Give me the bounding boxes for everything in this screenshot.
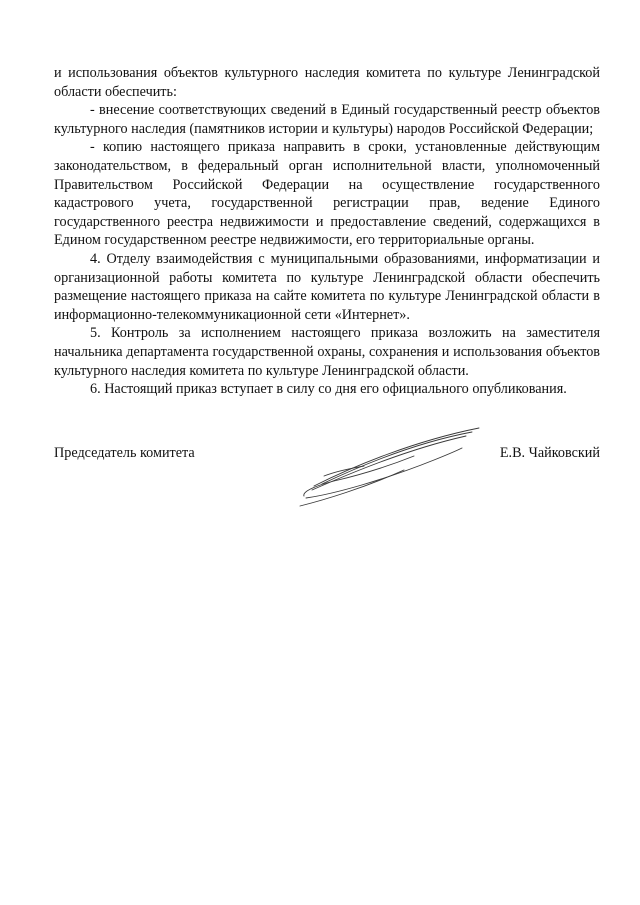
document-body <box>54 64 600 399</box>
paragraph-item-6: 6. Настоящий приказ вступает в силу со дня его официального опубликования. <box>90 381 567 398</box>
paragraph-item-5: 5. Контроль за исполнением настоящего приказа возложить на заместителя начальника департамента государственной охраны, сохранения и использования объектов культурного наследия комитета по культуре Ленинградской области. <box>54 325 600 379</box>
paragraph-copy-order: - копию настоящего приказа направить в сроки, установленные действующим законодательством, в федеральный орган исполнительной власти, уполномоченный Правительством Российской Федерации на осуществление государственного кадастрового учета, государственной регистрации прав, ведение Единого государственного реестра недвижимости и предоставление сведений, содержащихся в Едином государственном реестре недвижимости, его территориальные органы. <box>54 139 600 249</box>
signatory-title: Председатель комитета <box>54 445 195 461</box>
paragraph-continuation: и использования объектов культурного наследия комитета по культуре Ленинградской области обеспечить: <box>54 65 600 100</box>
paragraph-registry-entry: - внесение соответствующих сведений в Единый государственный реестр объектов культурного наследия (памятников истории и культуры) народов Российской Федерации; <box>54 102 600 137</box>
signatory-name: Е.В. Чайковский <box>499 445 600 461</box>
signature-block <box>54 440 600 520</box>
handwritten-signature <box>294 426 494 508</box>
paragraph-item-4: 4. Отделу взаимодействия с муниципальными образованиями, информатизации и организационной работы комитета по культуре Ленинградской области обеспечить размещение настоящего приказа на сайте комитета по культуре Ленинградской области в информационно-телекоммуникационной сети «Интернет». <box>54 250 600 323</box>
